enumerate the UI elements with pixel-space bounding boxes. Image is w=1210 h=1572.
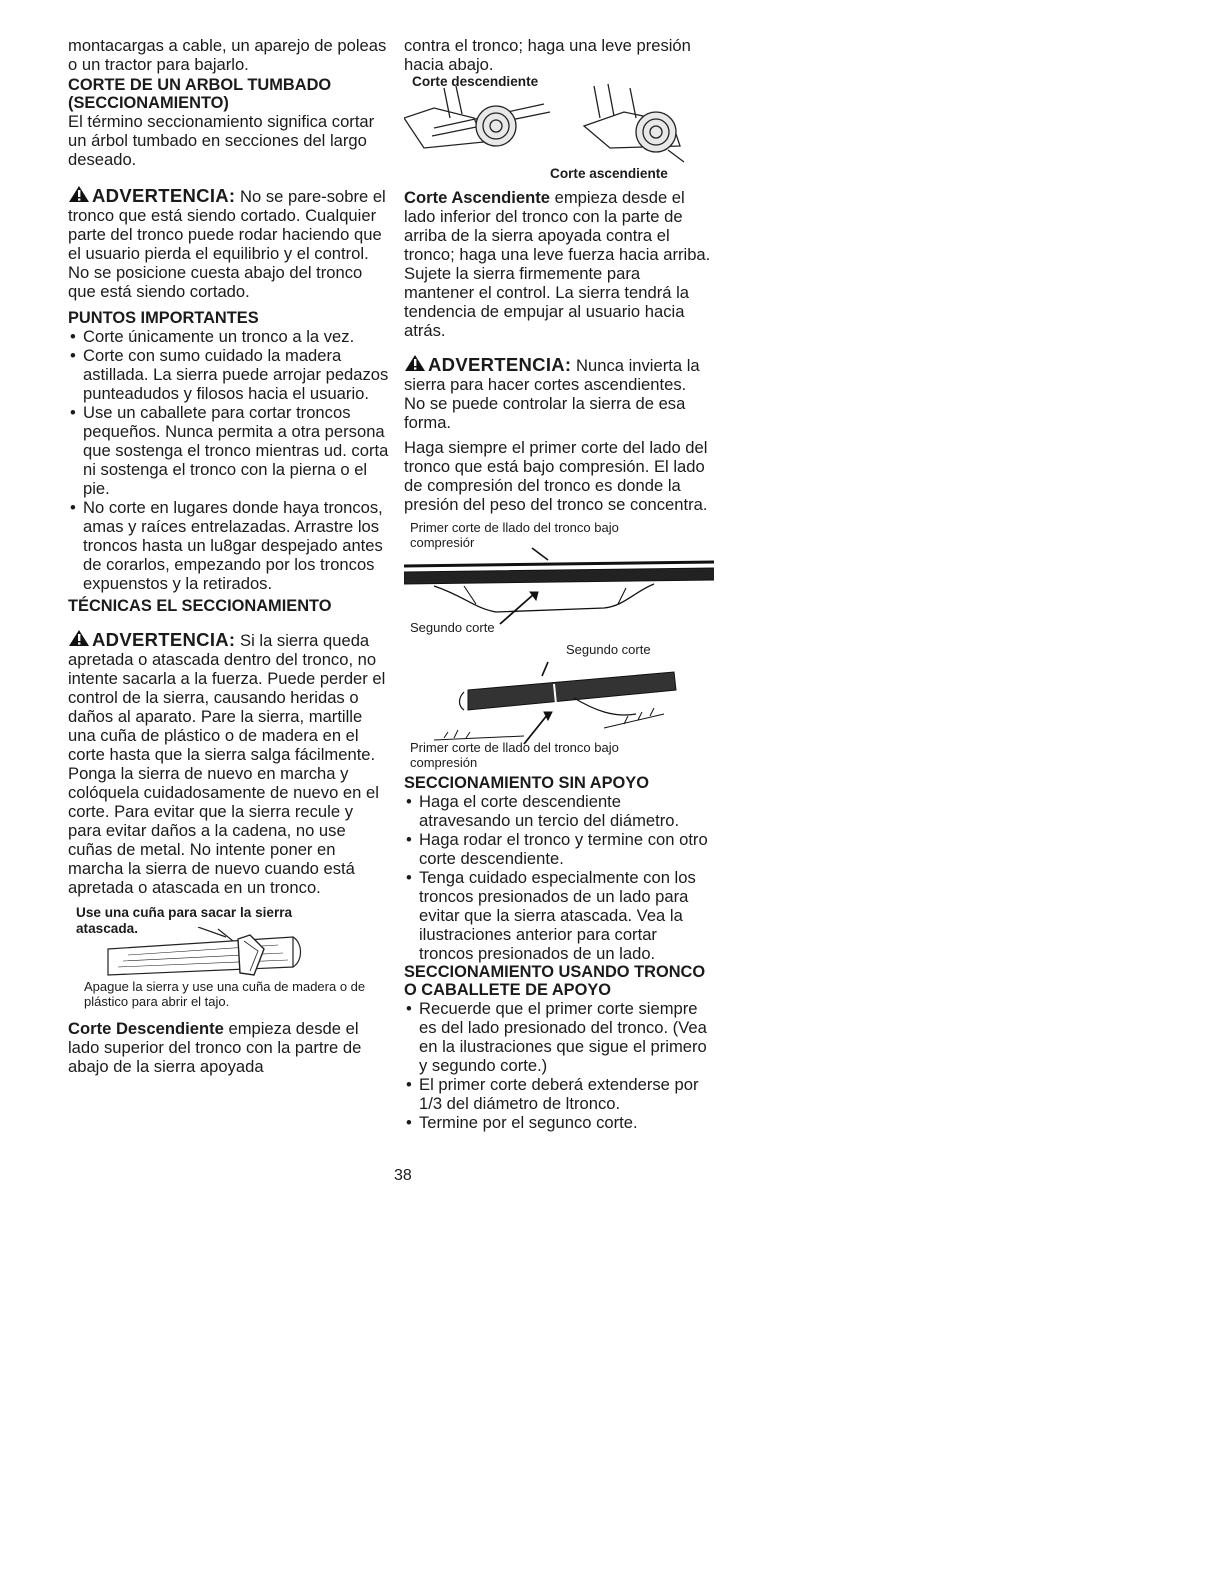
list-item: • Haga rodar el tronco y termine con otro corte descendiente. [404, 830, 712, 868]
left-column [68, 36, 390, 1076]
figure-label-segundo: Segundo corte [566, 642, 651, 657]
paragraph-compresion: Haga siempre el primer corte del lado del tronco que está bajo compresión. El lado de compresión del tronco es donde la presión del peso del tronco se concentra. [404, 438, 708, 514]
sin-apoyo-list [404, 792, 712, 963]
heading-puntos: PUNTOS IMPORTANTES [68, 309, 259, 327]
warning-block-2 [68, 629, 390, 897]
term-ascendiente: Corte Ascendiente [404, 188, 550, 207]
figure-label-segundo: Segundo corte [410, 620, 495, 635]
log-supported-ends-illustration [404, 542, 714, 632]
list-item: • Termine por el segunco corte. [404, 1113, 712, 1132]
paragraph-descendiente [68, 1019, 390, 1076]
heading-sin-apoyo: SECCIONAMIENTO SIN APOYO [404, 774, 649, 792]
intro-paragraph: montacargas a cable, un aparejo de poleas o un tractor para bajarlo. [68, 36, 387, 74]
warning-text: No se pare-sobre el tronco que está siendo cortado. Cualquier parte del tronco puede rodar haciendo que el usuario pierda el equilibrio y el control. No se posicione cuesta abajo del tronco que está siendo cortado. [68, 187, 386, 301]
label-corte-ascendiente: Corte ascendiente [550, 166, 668, 181]
right-column [404, 36, 712, 1132]
warning-title: ADVERTENCIA: [92, 185, 236, 206]
saw-cuts-illustration [404, 78, 704, 174]
warning-text: Nunca invierta la sierra para hacer cortes ascendientes. No se puede controlar la sierra de esa forma. [404, 356, 700, 432]
figure-log-supported-middle [404, 642, 712, 770]
ascendiente-text: empieza desde el lado inferior del tronco con la parte de arriba de la sierra apoyada contra el tronco; haga una leve fuerza hacia arriba. Sujete la sierra firmemente para mantener el control. La sierra tendrá la tendencia de empujar al usuario hacia atrás. [404, 188, 711, 340]
list-item: • Tenga cuidado especialmente con los troncos presionados de un lado para evitar que la sierra atascada. Vea la ilustraciones anterior para cortar troncos presionados de un lado. [404, 868, 712, 963]
figure-caption: Use una cuña para sacar la sierra atascada. [76, 905, 293, 936]
list-item: • Use un caballete para cortar troncos pequeños. Nunca permita a otra persona que sostenga el tronco mientras ud. corta ni sostenga el tronco con la pierna o el pie. [68, 403, 390, 498]
term-descendiente: Corte Descendiente [68, 1019, 224, 1038]
heading-corte-arbol: CORTE DE UN ARBOL TUMBADO (SECCIONAMIENTO) [68, 76, 332, 112]
list-item: • Recuerde que el primer corte siempre es del lado presionado del tronco. (Vea en la ilustraciones que sigue el primero y segundo corte.) [404, 999, 712, 1075]
figure-cuts-saw [404, 74, 712, 181]
warning-text: Si la sierra queda apretada o atascada dentro del tronco, no intente sacarla a la fuerza. Puede perder el control de la sierra, causando heridas o daños al aparato. Pare la sierra, martille una cuña de plástico o de madera en el corte hasta que la sierra salga fácilmente. Ponga la sierra de nuevo en marcha y colóquela cuidadosamente de nuevo en el corte. Para evitar que la sierra recule y para evitar daños a la cadena, no use cuñas de metal. No intente poner en marcha la sierra de nuevo cuando está apretada o atascada en un tronco. [68, 631, 386, 897]
heading-tecnicas: TÉCNICAS EL SECCIONAMIENTO [68, 597, 332, 615]
paragraph-ascendiente [404, 188, 712, 340]
warning-triangle-icon [404, 354, 426, 372]
label-corte-descendiente: Corte descendiente [412, 74, 539, 89]
figure-note: Apague la sierra y use una cuña de madera o de plástico para abrir el tajo. [84, 979, 366, 1009]
descendiente-text: empieza desde el lado superior del tronco con la partre de abajo de la sierra apoyada [68, 1019, 362, 1076]
figure-label-primer: Primer corte de llado del tronco bajo compresiór [410, 520, 619, 550]
figure-wedge [68, 905, 368, 1009]
list-item: • Corte con sumo cuidado la madera astillada. La sierra puede arrojar pedazos punteadudos y filosos hacia el usuario. [68, 346, 390, 403]
continued-paragraph: contra el tronco; haga una leve presión hacia abajo. [404, 36, 691, 74]
log-supported-middle-illustration [424, 658, 724, 750]
list-item: • Haga el corte descendiente atravesando un tercio del diámetro. [404, 792, 712, 830]
figure-log-supported-ends [404, 520, 712, 638]
warning-block-3 [404, 354, 712, 432]
puntos-list [68, 327, 390, 593]
figure-label-primer: Primer corte de llado del tronco bajo compresión [410, 740, 619, 770]
heading-usando: SECCIONAMIENTO USANDO TRONCO O CABALLETE DE APOYO [404, 963, 706, 999]
warning-block-1 [68, 185, 390, 301]
paragraph-termino: El término seccionamiento significa cortar un árbol tumbado en secciones del largo deseado. [68, 112, 375, 169]
warning-title: ADVERTENCIA: [428, 354, 572, 375]
warning-title: ADVERTENCIA: [92, 629, 236, 650]
list-item: • El primer corte deberá extenderse por 1/3 del diámetro de ltronco. [404, 1075, 712, 1113]
warning-triangle-icon [68, 185, 90, 203]
list-item: • No corte en lugares donde haya troncos, amas y raíces entrelazadas. Arrastre los troncos hasta un lu8gar despejado antes de corarlos, empezando por los troncos expuenstos y la retirados. [68, 498, 390, 593]
warning-triangle-icon [68, 629, 90, 647]
page-number: 38 [394, 1167, 412, 1184]
usando-list [404, 999, 712, 1132]
list-item: • Corte únicamente un tronco a la vez. [68, 327, 390, 346]
